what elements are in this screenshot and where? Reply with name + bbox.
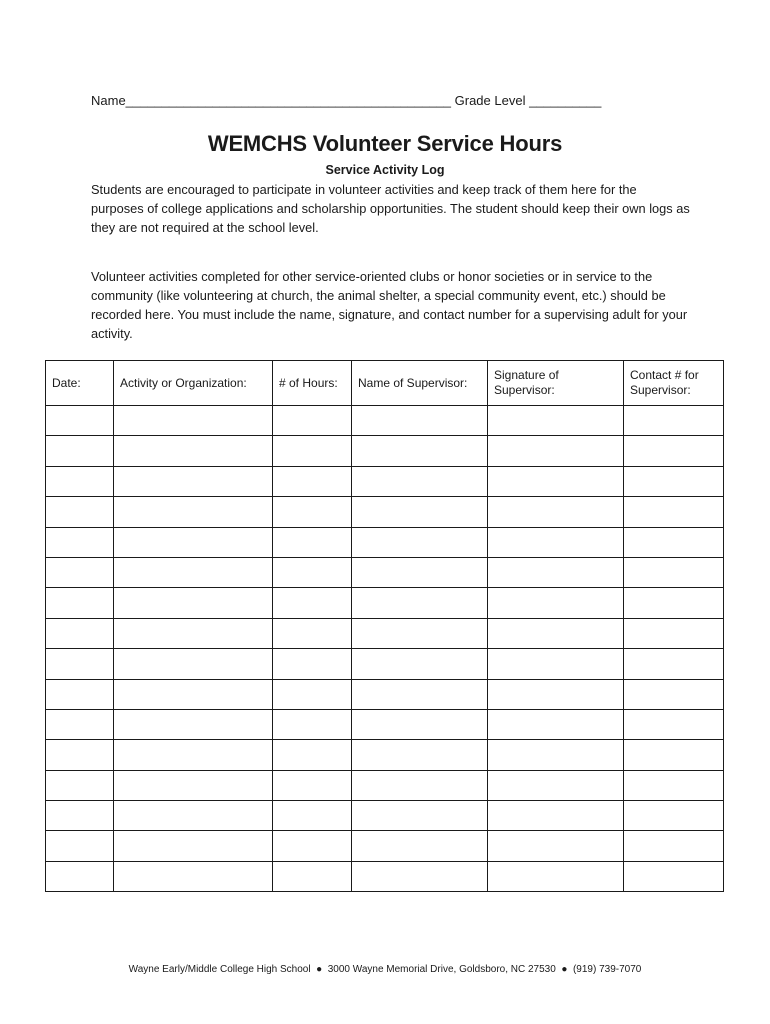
- contact-cell[interactable]: [624, 770, 724, 800]
- footer-contact: Wayne Early/Middle College High School ● 3000 Wayne Memorial Drive, Goldsboro, NC 27530 ● (919) 739-7070: [128, 964, 642, 975]
- contact-cell[interactable]: [624, 801, 724, 831]
- hours-cell[interactable]: [273, 436, 352, 466]
- column-header-supervisor-contact: Contact # for Supervisor:: [624, 361, 724, 406]
- signature-cell[interactable]: [488, 861, 624, 891]
- contact-cell[interactable]: [624, 527, 724, 557]
- activity-cell[interactable]: [114, 649, 273, 679]
- table-row: [46, 709, 724, 739]
- contact-cell[interactable]: [624, 588, 724, 618]
- supervisor-name-cell[interactable]: [352, 740, 488, 770]
- table-row: [46, 831, 724, 861]
- table-row: [46, 770, 724, 800]
- supervisor-name-cell[interactable]: [352, 679, 488, 709]
- supervisor-name-cell[interactable]: [352, 770, 488, 800]
- contact-cell[interactable]: [624, 497, 724, 527]
- table-row: [46, 679, 724, 709]
- activity-cell[interactable]: [114, 831, 273, 861]
- date-cell[interactable]: [46, 557, 114, 587]
- date-cell[interactable]: [46, 709, 114, 739]
- hours-cell[interactable]: [273, 588, 352, 618]
- supervisor-name-cell[interactable]: [352, 436, 488, 466]
- name-grade-line[interactable]: Name_____________________________________________ Grade Level __________: [91, 93, 602, 108]
- activity-cell[interactable]: [114, 709, 273, 739]
- contact-cell[interactable]: [624, 861, 724, 891]
- supervisor-name-cell[interactable]: [352, 557, 488, 587]
- table-row: [46, 588, 724, 618]
- hours-cell[interactable]: [273, 466, 352, 496]
- activity-cell[interactable]: [114, 406, 273, 436]
- contact-cell[interactable]: [624, 740, 724, 770]
- hours-cell[interactable]: [273, 618, 352, 648]
- supervisor-name-cell[interactable]: [352, 466, 488, 496]
- hours-cell[interactable]: [273, 801, 352, 831]
- signature-cell[interactable]: [488, 436, 624, 466]
- signature-cell[interactable]: [488, 740, 624, 770]
- supervisor-name-cell[interactable]: [352, 649, 488, 679]
- table-row: [46, 406, 724, 436]
- supervisor-name-cell[interactable]: [352, 709, 488, 739]
- date-cell[interactable]: [46, 831, 114, 861]
- signature-cell[interactable]: [488, 649, 624, 679]
- date-cell[interactable]: [46, 740, 114, 770]
- contact-cell[interactable]: [624, 709, 724, 739]
- signature-cell[interactable]: [488, 679, 624, 709]
- column-header-hours: # of Hours:: [273, 361, 352, 406]
- signature-cell[interactable]: [488, 557, 624, 587]
- hours-cell[interactable]: [273, 527, 352, 557]
- table-row: [46, 527, 724, 557]
- intro-paragraph: Students are encouraged to participate in volunteer activities and keep track of them here for the purposes of college applications and scholarship opportunities. The student should keep their own logs as they are not required at the school level.: [91, 182, 690, 235]
- activity-cell[interactable]: [114, 770, 273, 800]
- table-row: [46, 618, 724, 648]
- activity-cell[interactable]: [114, 801, 273, 831]
- signature-cell[interactable]: [488, 497, 624, 527]
- contact-cell[interactable]: [624, 618, 724, 648]
- contact-cell[interactable]: [624, 406, 724, 436]
- date-cell[interactable]: [46, 588, 114, 618]
- supervisor-name-cell[interactable]: [352, 801, 488, 831]
- date-cell[interactable]: [46, 679, 114, 709]
- signature-cell[interactable]: [488, 801, 624, 831]
- signature-cell[interactable]: [488, 770, 624, 800]
- column-header-supervisor-name: Name of Supervisor:: [352, 361, 488, 406]
- contact-cell[interactable]: [624, 436, 724, 466]
- activity-cell[interactable]: [114, 588, 273, 618]
- supervisor-name-cell[interactable]: [352, 618, 488, 648]
- hours-cell[interactable]: [273, 497, 352, 527]
- table-row: [46, 436, 724, 466]
- supervisor-name-cell[interactable]: [352, 406, 488, 436]
- date-cell[interactable]: [46, 861, 114, 891]
- hours-cell[interactable]: [273, 740, 352, 770]
- table-row: [46, 801, 724, 831]
- activity-cell[interactable]: [114, 436, 273, 466]
- hours-cell[interactable]: [273, 406, 352, 436]
- date-cell[interactable]: [46, 649, 114, 679]
- page-title: WEMCHS Volunteer Service Hours: [207, 131, 563, 156]
- contact-cell[interactable]: [624, 557, 724, 587]
- activity-cell[interactable]: [114, 497, 273, 527]
- supervisor-name-cell[interactable]: [352, 497, 488, 527]
- hours-cell[interactable]: [273, 649, 352, 679]
- signature-cell[interactable]: [488, 618, 624, 648]
- activity-cell[interactable]: [114, 527, 273, 557]
- signature-cell[interactable]: [488, 406, 624, 436]
- table-row: [46, 861, 724, 891]
- signature-cell[interactable]: [488, 588, 624, 618]
- activity-cell[interactable]: [114, 466, 273, 496]
- signature-cell[interactable]: [488, 466, 624, 496]
- instructions-paragraph: Volunteer activities completed for other service-oriented clubs or honor societies or in service to the community (like volunteering at church, the animal shelter, a special community event, etc.) should be recorded here. You must include the name, signature, and contact number for a supervising adult for your activity.: [91, 269, 688, 341]
- table-row: [46, 557, 724, 587]
- hours-cell[interactable]: [273, 679, 352, 709]
- service-log-table: [45, 360, 724, 892]
- table-header-row: [46, 361, 724, 406]
- signature-cell[interactable]: [488, 527, 624, 557]
- date-cell[interactable]: [46, 497, 114, 527]
- supervisor-name-cell[interactable]: [352, 861, 488, 891]
- contact-cell[interactable]: [624, 679, 724, 709]
- hours-cell[interactable]: [273, 557, 352, 587]
- contact-cell[interactable]: [624, 831, 724, 861]
- activity-cell[interactable]: [114, 740, 273, 770]
- page-subtitle: Service Activity Log: [325, 163, 445, 177]
- hours-cell[interactable]: [273, 861, 352, 891]
- date-cell[interactable]: [46, 618, 114, 648]
- table-row: [46, 466, 724, 496]
- activity-cell[interactable]: [114, 618, 273, 648]
- date-cell[interactable]: [46, 770, 114, 800]
- contact-cell[interactable]: [624, 466, 724, 496]
- column-header-activity: Activity or Organization:: [114, 361, 273, 406]
- hours-cell[interactable]: [273, 709, 352, 739]
- table-row: [46, 497, 724, 527]
- signature-cell[interactable]: [488, 831, 624, 861]
- contact-cell[interactable]: [624, 649, 724, 679]
- date-cell[interactable]: [46, 527, 114, 557]
- hours-cell[interactable]: [273, 770, 352, 800]
- column-header-supervisor-signature: Signature of Supervisor:: [488, 361, 624, 406]
- table-row: [46, 740, 724, 770]
- table-row: [46, 649, 724, 679]
- table-body: [46, 406, 724, 892]
- date-cell[interactable]: [46, 436, 114, 466]
- date-cell[interactable]: [46, 406, 114, 436]
- activity-cell[interactable]: [114, 557, 273, 587]
- date-cell[interactable]: [46, 801, 114, 831]
- date-cell[interactable]: [46, 466, 114, 496]
- column-header-date: Date:: [46, 361, 114, 406]
- supervisor-name-cell[interactable]: [352, 588, 488, 618]
- supervisor-name-cell[interactable]: [352, 831, 488, 861]
- activity-cell[interactable]: [114, 861, 273, 891]
- activity-cell[interactable]: [114, 679, 273, 709]
- hours-cell[interactable]: [273, 831, 352, 861]
- supervisor-name-cell[interactable]: [352, 527, 488, 557]
- signature-cell[interactable]: [488, 709, 624, 739]
